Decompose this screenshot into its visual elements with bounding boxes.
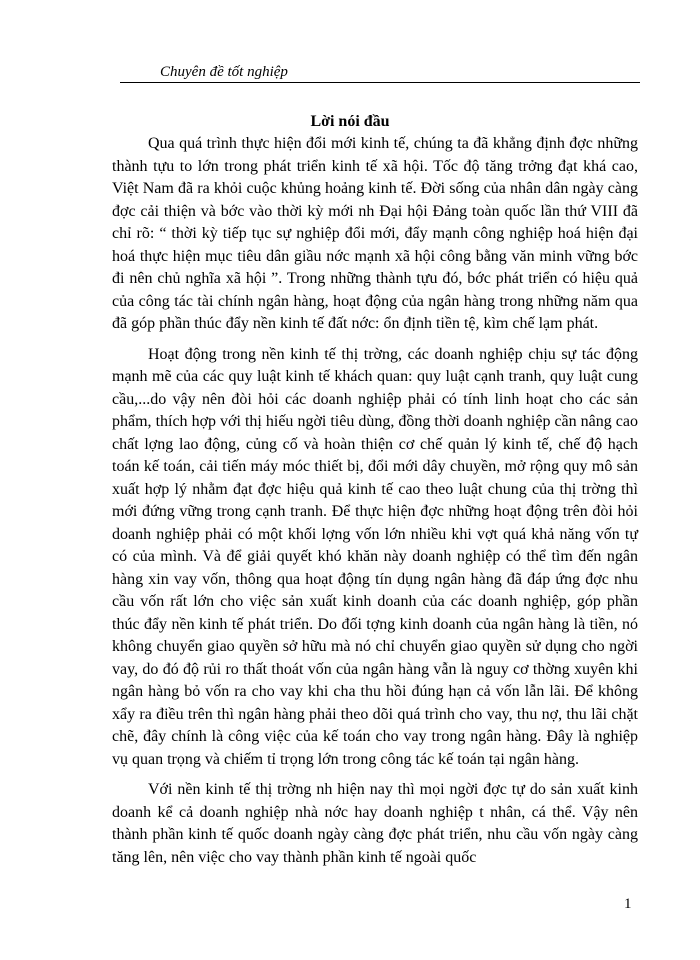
document-body [112, 133, 638, 869]
header-rule [120, 82, 640, 83]
paragraph-1: Qua quá trình thực hiện đổi mới kinh tế, chúng ta đã khẳng định đợc những thành tựu to lớn trong phát triển kinh tế xã hội. Tốc độ tăng trởng đạt khá cao, Việt Nam đã ra khỏi cuộc khủng hoảng kinh tế. Đời sống của nhân dân ngày càng đợc cải thiện và bớc vào thời kỳ mới nh Đại hội Đảng toàn quốc lần thứ VIII đã chỉ rõ: “ thời kỳ tiếp tục sự nghiệp đổi mới, đẩy mạnh công nghiệp hoá hiện đại hoá thực hiện mục tiêu dân giầu nớc mạnh xã hội công bằng văn minh vững bớc đi nên chủ nghĩa xã hội ”. Trong những thành tựu đó, bớc phát triển có hiệu quả của công tác tài chính ngân hàng, hoạt động của ngân hàng trong những năm qua đã góp phần thúc đẩy nền kinh tế đất nớc: ổn định tiền tệ, kìm chế lạm phát. [112, 135, 638, 332]
paragraph-2: Hoạt động trong nền kinh tế thị trờng, các doanh nghiệp chịu sự tác động mạnh mẽ của các quy luật kinh tế khách quan: quy luật cạnh tranh, quy luật cung cầu,...do vậy nên đòi hỏi các doanh nghiệp phải có tính linh hoạt cho các sản phẩm, thích hợp với thị hiếu ngời tiêu dùng, đồng thời doanh nghiệp cần nâng cao chất lợng lao động, củng cố và hoàn thiện cơ chế quản lý kinh tế, chế độ hạch toán kế toán, cải tiến máy móc thiết bị, đổi mới dây chuyền, mở rộng quy mô sản xuất hợp lý nhằm đạt đợc hiệu quả kinh tế cao theo luật chung của thị trờng thì mới đứng vững trong cạnh tranh. Để thực hiện đợc những hoạt động trên đòi hỏi doanh nghiệp phải có một khối lợng vốn lớn nhiều khi vợt quá khả năng vốn tự có của mình. Và để giải quyết khó khăn này doanh nghiệp có thể tìm đến ngân hàng xin vay vốn, thông qua hoạt động tín dụng ngân hàng đã đáp ứng đợc nhu cầu vốn rất lớn cho việc sản xuất kinh doanh của các doanh nghiệp, góp phần thúc đẩy nền kinh tế phát triển. Do đối tợng kinh doanh của ngân hàng là tiền, nó không chuyển giao quyền sở hữu mà nó chỉ chuyển giao quyền sử dụng cho ngời vay, do đó độ rủi ro thất thoát vốn của ngân hàng vẫn là nguy cơ thờng xuyên khi ngân hàng bỏ vốn ra cho vay khi cha thu hồi đúng hạn cả vốn lẫn lãi. Để không xẩy ra điều trên thì ngân hàng phải theo dõi quá trình cho vay, thu nợ, thu lãi chặt chẽ, đây chính là công việc của kế toán cho vay trong ngân hàng. Đây là nghiệp vụ quan trọng và chiếm tỉ trọng lớn trong công tác kế toán tại ngân hàng. [112, 345, 638, 768]
paragraph-3: Với nền kinh tế thị trờng nh hiện nay thì mọi ngời đợc tự do sản xuất kinh doanh kể cả doanh nghiệp nhà nớc hay doanh nghiệp t nhân, cá thể. Vậy nên thành phần kinh tế quốc doanh ngày càng đợc phát triển, nhu cầu vốn ngày càng tăng lên, nên việc cho vay thành phần kinh tế ngoài quốc [112, 781, 638, 866]
page-number: 1 [624, 896, 632, 912]
section-title: Lời nói đầu [310, 113, 390, 130]
running-header: Chuyên đề tốt nghiệp [160, 64, 288, 80]
